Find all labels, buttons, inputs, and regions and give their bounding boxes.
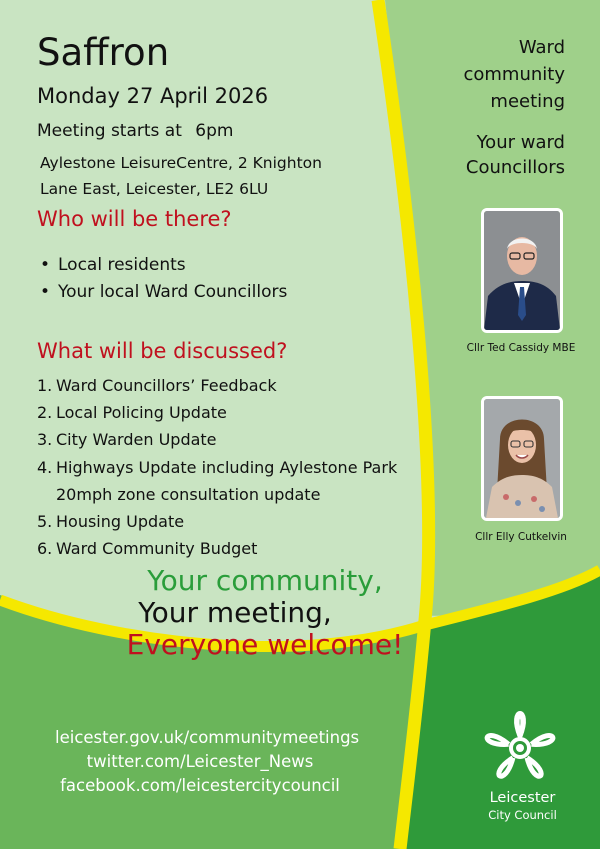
- slogan-line: Your meeting,: [138, 596, 332, 629]
- list-item: • Your local Ward Councillors: [40, 279, 287, 306]
- what-heading: What will be discussed?: [37, 339, 288, 363]
- agenda-item: [37, 454, 417, 508]
- meeting-time: [37, 121, 233, 141]
- agenda-item: [37, 372, 417, 399]
- slogan: [0, 565, 470, 661]
- portrait-icon: [484, 211, 560, 330]
- agenda-text: Local Policing Update: [56, 403, 227, 423]
- agenda-text: Ward Community Budget: [56, 539, 258, 559]
- venue-line: Aylestone LeisureCentre, 2 Knighton: [40, 154, 322, 172]
- agenda-text: Highways Update including Aylestone Park 20mph zone consultation update: [56, 457, 398, 504]
- agenda-item: [37, 426, 417, 453]
- agenda-number: 4.: [37, 457, 53, 477]
- side-title: Ward community meeting: [463, 37, 565, 112]
- twitter-link[interactable]: twitter.com/Leicester_News: [86, 752, 314, 771]
- agenda-item: [37, 399, 417, 426]
- agenda-item: [37, 508, 417, 535]
- councillor-photo: [481, 208, 563, 333]
- venue-address: [40, 150, 360, 202]
- agenda-number: 5.: [37, 512, 53, 532]
- side-subtitle: Your ward Councillors: [465, 132, 565, 178]
- slogan-line: Your community,: [147, 564, 383, 597]
- page-title: Saffron: [37, 31, 170, 74]
- agenda-number: 6.: [37, 539, 53, 559]
- website-link[interactable]: leicester.gov.uk/communitymeetings: [55, 728, 360, 747]
- list-item: • Local residents: [40, 252, 287, 279]
- logo-subtext: City Council: [488, 808, 557, 822]
- attendee-list: [40, 252, 287, 306]
- agenda-text: Ward Councillors’ Feedback: [56, 376, 277, 395]
- agenda-list: [37, 372, 417, 562]
- who-heading: Who will be there?: [37, 207, 232, 231]
- venue-line: Lane East, Leicester, LE2 6LU: [40, 180, 269, 198]
- time-label: Meeting starts at: [37, 121, 182, 141]
- councillor-name: Cllr Elly Cutkelvin: [475, 531, 567, 543]
- portrait-icon: [484, 399, 560, 518]
- councillor-name: Cllr Ted Cassidy MBE: [466, 342, 576, 354]
- agenda-number: 1.: [37, 376, 53, 395]
- agenda-text: City Warden Update: [56, 430, 217, 450]
- logo-text: Leicester: [489, 790, 556, 806]
- contact-links: [55, 726, 360, 798]
- agenda-item: [37, 535, 417, 562]
- time-value: 6pm: [195, 121, 234, 141]
- councillor-photo: [481, 396, 563, 521]
- slogan-line: Everyone welcome!: [126, 628, 404, 661]
- agenda-number: 2.: [37, 403, 53, 423]
- agenda-text: Housing Update: [56, 512, 185, 532]
- meeting-date: Monday 27 April 2026: [37, 84, 269, 108]
- agenda-number: 3.: [37, 430, 53, 450]
- facebook-link[interactable]: facebook.com/leicestercitycouncil: [60, 776, 340, 795]
